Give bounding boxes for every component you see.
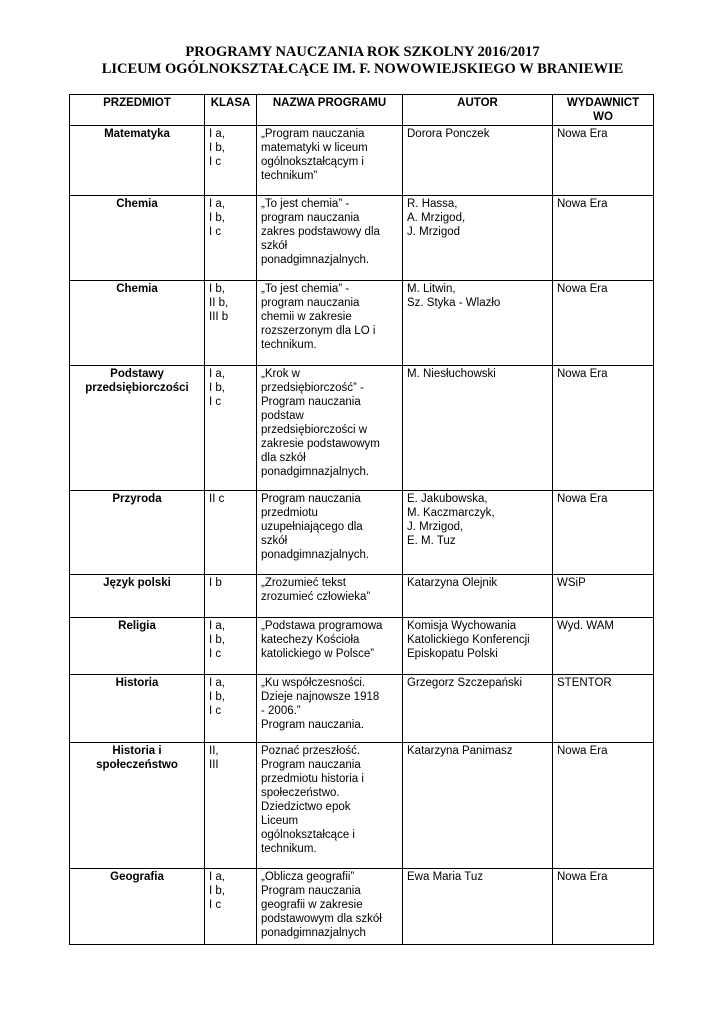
cell-nazwa: „Program nauczania matematyki w liceum ogólnokształcącym i technikum” — [257, 126, 403, 196]
cell-klasa: I a, I b, I c — [205, 618, 257, 675]
cell-autor: Grzegorz Szczepański — [403, 675, 553, 743]
cell-wydawnictwo: Nowa Era — [553, 869, 654, 945]
cell-klasa: I a, I b, I c — [205, 126, 257, 196]
cell-wydawnictwo: Nowa Era — [553, 491, 654, 575]
cell-klasa: I a, I b, I c — [205, 196, 257, 281]
cell-wydawnictwo: Wyd. WAM — [553, 618, 654, 675]
cell-autor: Katarzyna Panimasz — [403, 743, 553, 869]
cell-wydawnictwo: STENTOR — [553, 675, 654, 743]
cell-klasa: I a, I b, I c — [205, 366, 257, 491]
cell-nazwa: „Podstawa programowa katechezy Kościoła katolickiego w Polsce” — [257, 618, 403, 675]
programs-table — [69, 94, 654, 945]
table-row — [70, 196, 654, 281]
table-row — [70, 575, 654, 618]
cell-przedmiot: Podstawy przedsiębiorczości — [70, 366, 205, 491]
header-nazwa-programu: NAZWA PROGRAMU — [257, 95, 403, 126]
cell-wydawnictwo: Nowa Era — [553, 366, 654, 491]
cell-wydawnictwo: WSiP — [553, 575, 654, 618]
cell-nazwa: Program nauczania przedmiotu uzupełniającego dla szkół ponadgimnazjalnych. — [257, 491, 403, 575]
header-klasa: KLASA — [205, 95, 257, 126]
cell-przedmiot: Przyroda — [70, 491, 205, 575]
document-title: PROGRAMY NAUCZANIA ROK SZKOLNY 2016/2017 — [185, 44, 540, 60]
table-row — [70, 675, 654, 743]
cell-wydawnictwo: Nowa Era — [553, 126, 654, 196]
cell-klasa: I b, II b, III b — [205, 281, 257, 366]
cell-autor: M. Niesłuchowski — [403, 366, 553, 491]
table-header-row — [70, 95, 654, 126]
cell-wydawnictwo: Nowa Era — [553, 196, 654, 281]
cell-autor: R. Hassa, A. Mrzigod, J. Mrzigod — [403, 196, 553, 281]
cell-wydawnictwo: Nowa Era — [553, 743, 654, 869]
cell-przedmiot: Geografia — [70, 869, 205, 945]
cell-autor: Komisja Wychowania Katolickiego Konferencji Episkopatu Polski — [403, 618, 553, 675]
cell-autor: M. Litwin, Sz. Styka - Wlazło — [403, 281, 553, 366]
cell-przedmiot: Historia i społeczeństwo — [70, 743, 205, 869]
cell-nazwa: „Oblicza geografii” Program nauczania geografii w zakresie podstawowym dla szkół ponadgimnazjalnych — [257, 869, 403, 945]
cell-klasa: I a, I b, I c — [205, 675, 257, 743]
cell-przedmiot: Matematyka — [70, 126, 205, 196]
cell-przedmiot: Chemia — [70, 196, 205, 281]
school-name: LICEUM OGÓLNOKSZTAŁCĄCE IM. F. NOWOWIEJSKIEGO W BRANIEWIE — [101, 61, 624, 77]
table-row — [70, 869, 654, 945]
cell-autor: E. Jakubowska, M. Kaczmarczyk, J. Mrzigod, E. M. Tuz — [403, 491, 553, 575]
cell-nazwa: „Ku współczesności. Dzieje najnowsze 1918 - 2006.” Program nauczania. — [257, 675, 403, 743]
cell-przedmiot: Język polski — [70, 575, 205, 618]
table-row — [70, 281, 654, 366]
cell-przedmiot: Chemia — [70, 281, 205, 366]
header-wydawnictwo: WYDAWNICT WO — [553, 95, 654, 126]
cell-nazwa: „To jest chemia” - program nauczania zakres podstawowy dla szkół ponadgimnazjalnych. — [257, 196, 403, 281]
cell-autor: Katarzyna Olejnik — [403, 575, 553, 618]
table-row — [70, 366, 654, 491]
table-row — [70, 743, 654, 869]
cell-wydawnictwo: Nowa Era — [553, 281, 654, 366]
table-row — [70, 491, 654, 575]
cell-klasa: II c — [205, 491, 257, 575]
header-autor: AUTOR — [403, 95, 553, 126]
header-przedmiot: PRZEDMIOT — [70, 95, 205, 126]
cell-klasa: I a, I b, I c — [205, 869, 257, 945]
cell-autor: Dorora Ponczek — [403, 126, 553, 196]
cell-nazwa: „Krok w przedsiębiorczość” - Program nauczania podstaw przedsiębiorczości w zakresie podstawowym dla szkół ponadgimnazjalnych. — [257, 366, 403, 491]
cell-nazwa: „Zrozumieć tekst zrozumieć człowieka” — [257, 575, 403, 618]
cell-przedmiot: Religia — [70, 618, 205, 675]
cell-nazwa: „To jest chemia” - program nauczania chemii w zakresie rozszerzonym dla LO i technikum. — [257, 281, 403, 366]
cell-nazwa: Poznać przeszłość. Program nauczania przedmiotu historia i społeczeństwo. Dziedzictwo epok Liceum ogólnokształcące i technikum. — [257, 743, 403, 869]
cell-autor: Ewa Maria Tuz — [403, 869, 553, 945]
table-row — [70, 618, 654, 675]
cell-przedmiot: Historia — [70, 675, 205, 743]
table-row — [70, 126, 654, 196]
cell-klasa: II, III — [205, 743, 257, 869]
cell-klasa: I b — [205, 575, 257, 618]
